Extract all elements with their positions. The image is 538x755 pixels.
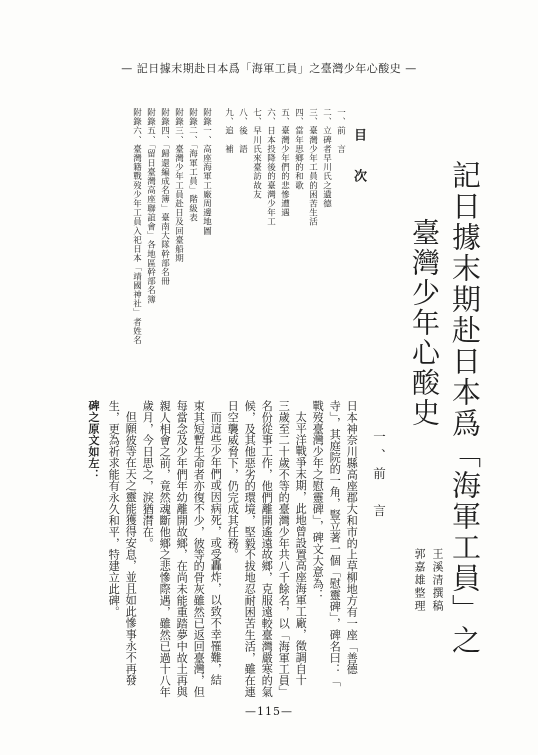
body-line: 生，更為祈求能有永久和平，特建立此碑。 <box>107 400 121 618</box>
section-heading: 一、前 言 <box>371 430 387 523</box>
body-line: 戰歿臺灣少年之慰靈碑」，碑文大意為： <box>311 400 325 601</box>
body-line: 日空襲威脅下，仍完成其任務。 <box>226 400 240 561</box>
toc-item: 九、追 補 <box>223 108 234 154</box>
toc-item: 附錄一、高座海軍工廠周邊地圖 <box>201 108 212 236</box>
toc-item: 四、當年思鄉的和歌 <box>293 108 304 190</box>
toc-item: 一、前 言 <box>335 108 346 154</box>
toc-heading: 目次 <box>351 128 366 210</box>
toc-item: 八、後 語 <box>237 108 248 154</box>
toc-item: 七、早川氏來臺訪故友 <box>251 108 262 199</box>
body-line: 而這些少年們或因病死，或受轟炸，以致不幸罹難，結 <box>209 411 223 686</box>
article-title: 記日據末期赴日本爲「海軍工員」之 <box>448 160 482 656</box>
stele-text-label: 碑之原文如左： <box>87 400 100 481</box>
author-editor: 郭嘉雄整理 <box>413 548 426 613</box>
body-line: 寺」，其庭院的一角，豎立著一個「慰靈碑」，碑名曰：「 <box>328 400 342 687</box>
body-line: 太平洋戰爭末期，此地曾設置高座海軍工廠，徵調自十 <box>294 411 308 686</box>
article-subtitle: 臺灣少年心酸史 <box>408 218 441 428</box>
toc-item: 五、臺灣少年們的悲慘遭遇 <box>279 108 290 218</box>
body-line: 候，及其他惡劣的環境，堅毅不拔地忍耐困苦生活，雖在連 <box>243 400 257 698</box>
body-line: 三歲至二十歲不等的臺灣少年共八千餘名，以「海軍工員」 <box>277 400 291 698</box>
body-line: 親人相會之前，竟然魂斷他鄉之悲慘際遇，雖然已過十八年 <box>158 400 172 698</box>
body-line: 但願彼等在天之靈能獲得安息，並且如此慘事永不再發 <box>124 411 138 686</box>
toc-item: 六、日本投降後的臺灣少年工 <box>265 108 276 227</box>
page-number: —115— <box>245 705 293 718</box>
running-head: — 記日據末期赴日本爲「海軍工員」之臺灣少年心酸史 — <box>121 62 417 75</box>
body-line: 束其短暫生命者亦復不少，彼等的骨灰雖然已返回臺灣，但 <box>192 400 206 698</box>
toc-item: 附錄五、「留日臺灣高座聯誼會」各地區幹部名簿 <box>145 108 156 304</box>
author-writer: 王溪清撰稿 <box>431 548 444 613</box>
body-line: 名份從事工作，他們離開遙遠故鄉，克服遠較臺灣嚴寒的氣 <box>260 400 274 698</box>
toc-item: 二、立碑者早川氏之遺德 <box>321 108 332 209</box>
body-line: 每當念及少年們年幼離開故鄉，在尚未能重踏夢中故土再與 <box>175 400 189 698</box>
toc-item: 附錄三、臺灣少年工員赴日及回臺船期 <box>173 108 184 263</box>
body-line: 歲月，今日思之，淚猶潸在。 <box>141 400 155 549</box>
toc-item: 三、臺灣少年工員的困苦生活 <box>307 108 318 227</box>
toc-item: 附錄四、「歸還編成名簿」臺南大隊幹部名冊 <box>159 108 170 286</box>
toc-item: 附錄二、「海軍工員」階級表 <box>187 108 198 223</box>
body-line: 日本神奈川縣高座郡大和市的上草柳地方有一座「善德 <box>345 400 359 675</box>
toc-item: 附錄六、臺灣籍戰歿少年工員入祀日本「靖國神社」者姓名 <box>131 108 142 345</box>
